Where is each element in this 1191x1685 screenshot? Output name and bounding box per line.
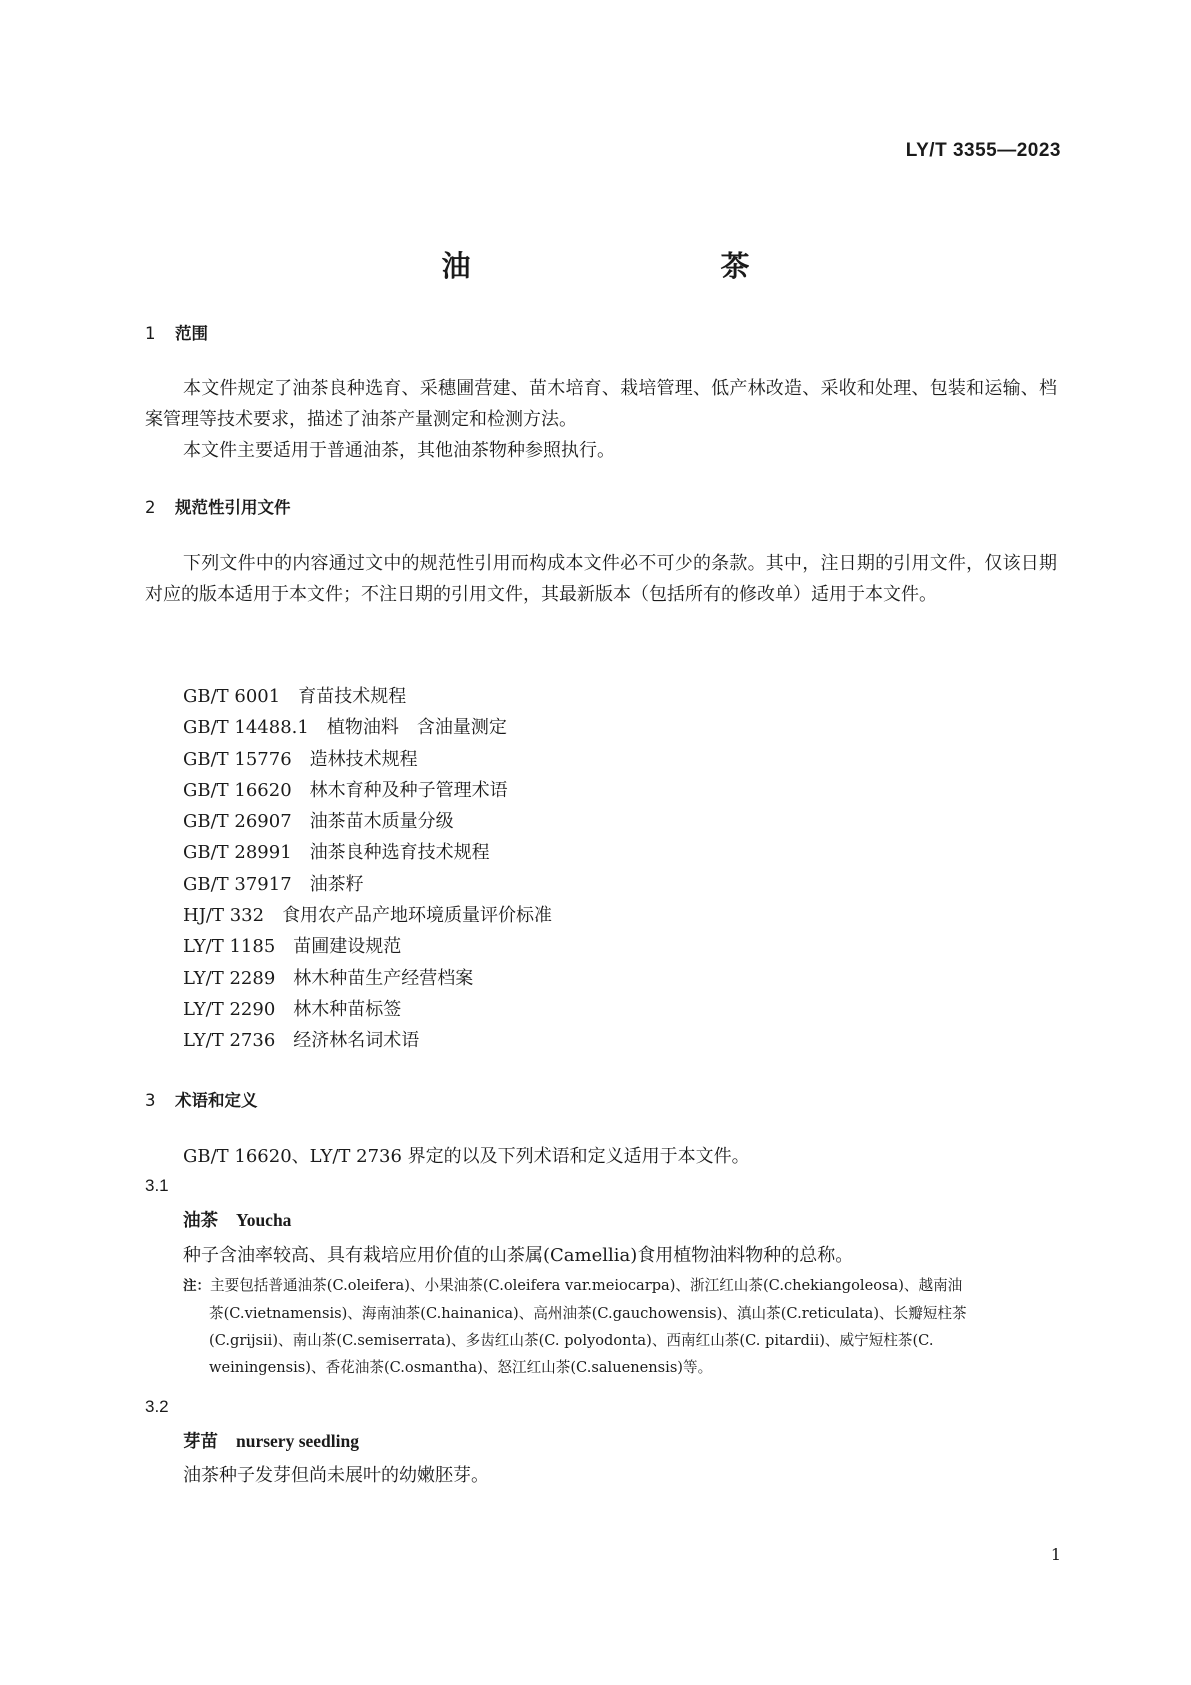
- standard-code: LY/T 3355—2023: [905, 140, 1061, 161]
- term-name-en: nursery seedling: [236, 1431, 359, 1451]
- section-2-paragraph: 下列文件中的内容通过文中的规范性引用而构成本文件必不可少的条款。其中，注日期的引用文件，仅该日期对应的版本适用于本文件；不注日期的引用文件，其最新版本（包括所有的修改单）适用于本文件。: [145, 553, 1057, 605]
- term-definition: 种子含油率较高、具有栽培应用价值的山茶属(Camellia)食用植物油料物种的总称。: [183, 1245, 854, 1266]
- note-line: weiningensis)、香花油茶(C.osmantha)、怒江红山茶(C.saluenensis)等。: [209, 1359, 713, 1376]
- reference-title: 油茶籽: [309, 873, 364, 895]
- section-3-heading: [145, 1087, 258, 1111]
- document-title: 油 茶: [441, 249, 870, 283]
- reference-title: 育苗技术规程: [298, 686, 407, 707]
- reference-title: 林木种苗生产经营档案: [293, 967, 474, 989]
- reference-title: 林木种苗标签: [293, 998, 402, 1020]
- section-number: 2: [145, 498, 156, 517]
- page-number: 1: [1050, 1545, 1061, 1564]
- reference-code: LY/T 2289: [183, 967, 276, 989]
- reference-item: [183, 1025, 552, 1056]
- reference-item: [183, 775, 552, 806]
- reference-code: GB/T 16620: [183, 779, 292, 801]
- reference-item: [183, 712, 552, 743]
- section-title: 规范性引用文件: [175, 498, 291, 517]
- reference-title: 苗圃建设规范: [293, 936, 402, 958]
- term-name-zh: 芽苗: [183, 1432, 218, 1452]
- reference-title: 经济林名词术语: [293, 1030, 420, 1052]
- note-line: 主要包括普通油茶(C.oleifera)、小果油茶(C.oleifera var.meiocarpa)、浙江红山茶(C.chekiangoleosa)、越南油: [210, 1277, 963, 1294]
- reference-item: [183, 744, 552, 775]
- reference-title: 食用农产品产地环境质量评价标准: [282, 905, 553, 927]
- reference-title: 林木育种及种子管理术语: [309, 779, 508, 801]
- section-title: 范围: [175, 324, 208, 343]
- reference-title: 油茶苗木质量分级: [309, 811, 454, 833]
- reference-list: [183, 681, 552, 1057]
- reference-code: GB/T 37917: [183, 873, 292, 895]
- reference-title: 造林技术规程: [309, 748, 418, 770]
- reference-item: [183, 869, 552, 900]
- term-note: [183, 1272, 1058, 1381]
- section-2-heading: [145, 494, 291, 518]
- term-name-en: Youcha: [236, 1210, 292, 1230]
- term-name-zh: 油茶: [183, 1211, 218, 1231]
- term-number: 3.1: [145, 1176, 169, 1195]
- reference-code: GB/T 28991: [183, 842, 292, 864]
- reference-code: GB/T 26907: [183, 811, 292, 833]
- reference-code: GB/T 15776: [183, 748, 292, 770]
- reference-item: [183, 806, 552, 837]
- reference-code: LY/T 1185: [183, 936, 276, 958]
- reference-title: 油茶良种选育技术规程: [309, 842, 490, 864]
- section-number: 1: [145, 324, 156, 343]
- term-name: [183, 1207, 291, 1232]
- reference-title: 植物油料 含油量测定: [326, 717, 507, 739]
- section-title: 术语和定义: [175, 1091, 258, 1110]
- term-name: [183, 1428, 359, 1453]
- section-number: 3: [145, 1091, 156, 1110]
- reference-item: [183, 963, 552, 994]
- reference-code: GB/T 6001: [183, 686, 281, 707]
- section-1-paragraph-1: 本文件规定了油茶良种选育、采穗圃营建、苗木培育、栽培管理、低产林改造、采收和处理、包装和运输、档案管理等技术要求，描述了油茶产量测定和检测方法。: [145, 378, 1057, 430]
- note-line: 茶(C.vietnamensis)、海南油茶(C.hainanica)、高州油茶(C.gauchowensis)、滇山茶(C.reticulata)、长瓣短柱茶: [209, 1305, 967, 1322]
- note-label: 注：: [183, 1278, 210, 1294]
- section-1-heading: [145, 320, 208, 344]
- reference-item: [183, 900, 552, 931]
- term-number: 3.2: [145, 1397, 169, 1416]
- reference-item: [183, 681, 552, 712]
- section-3-intro: GB/T 16620、LY/T 2736 界定的以及下列术语和定义适用于本文件。: [183, 1146, 750, 1167]
- section-1-paragraph-2: 本文件主要适用于普通油茶，其他油茶物种参照执行。: [183, 440, 615, 461]
- reference-item: [183, 837, 552, 868]
- reference-item: [183, 931, 552, 962]
- reference-code: HJ/T 332: [183, 905, 265, 927]
- reference-item: [183, 994, 552, 1025]
- reference-code: GB/T 14488.1: [183, 717, 309, 739]
- note-line: (C.grijsii)、南山茶(C.semiserrata)、多齿红山茶(C. polyodonta)、西南红山茶(C. pitardii)、威宁短柱茶(C.: [209, 1332, 934, 1349]
- term-definition: 油茶种子发芽但尚未展叶的幼嫩胚芽。: [183, 1465, 489, 1486]
- reference-code: LY/T 2736: [183, 1030, 276, 1052]
- reference-code: LY/T 2290: [183, 998, 276, 1020]
